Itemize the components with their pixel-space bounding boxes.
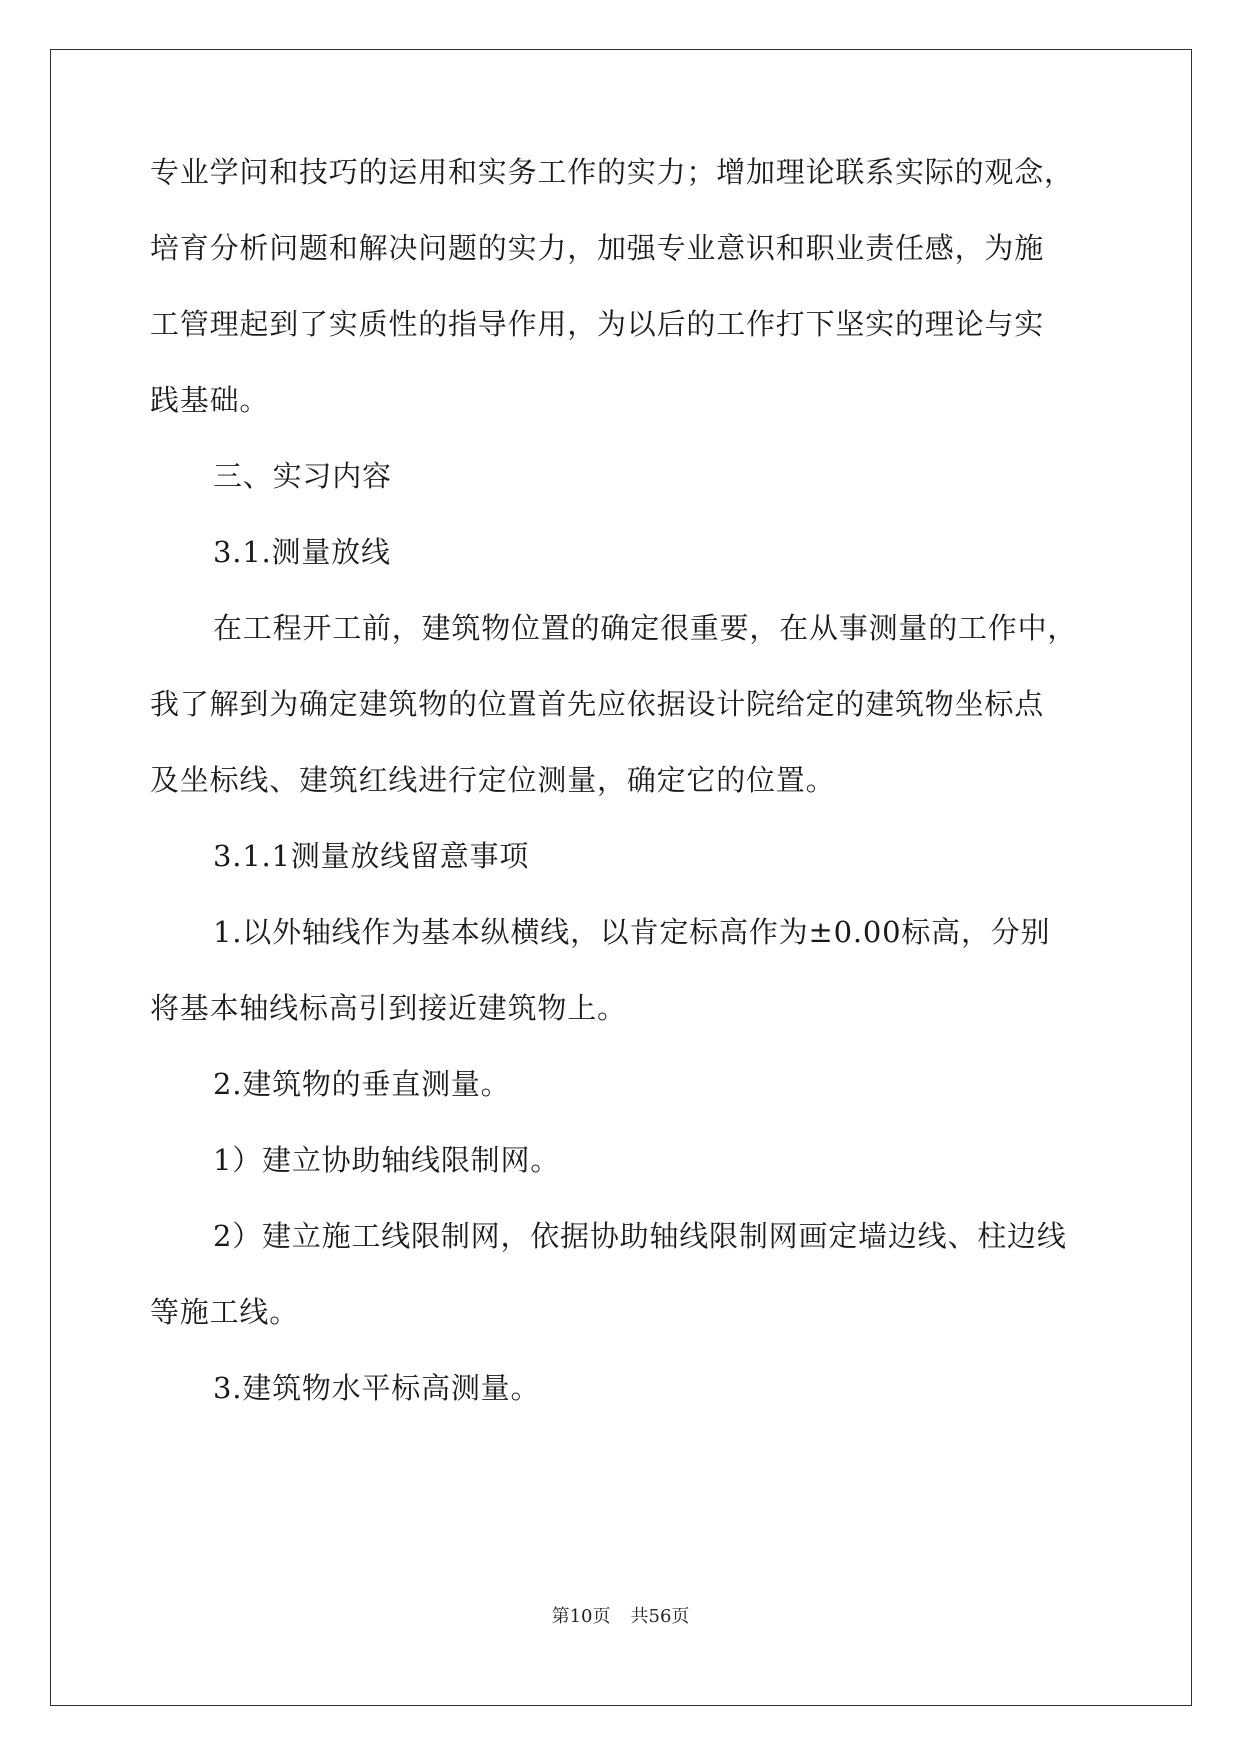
page-border	[50, 49, 1192, 1706]
page-total: 共56页	[630, 1606, 690, 1627]
paragraph-line: 等施工线。	[150, 1295, 300, 1329]
paragraph-line: 在工程开工前，建筑物位置的确定很重要，在从事测量的工作中，	[213, 611, 1078, 645]
subsection-heading: 3.1.测量放线	[213, 535, 391, 569]
section-heading: 三、实习内容	[213, 459, 392, 493]
page-footer	[0, 1602, 1241, 1628]
list-item: 2）建立施工线限制网，依据协助轴线限制网画定墙边线、柱边线	[213, 1219, 1067, 1253]
subsection-heading: 3.1.1测量放线留意事项	[213, 839, 530, 873]
paragraph-line: 专业学问和技巧的运用和实务工作的实力；增加理论联系实际的观念，	[150, 155, 1074, 189]
list-item: 3.建筑物水平标高测量。	[213, 1371, 541, 1405]
paragraph-line: 践基础。	[150, 383, 270, 417]
paragraph-line: 及坐标线、建筑红线进行定位测量，确定它的位置。	[150, 763, 836, 797]
list-item: 1）建立协助轴线限制网。	[213, 1143, 561, 1177]
list-item: 1.以外轴线作为基本纵横线，以肯定标高作为±0.00标高，分别	[213, 915, 1051, 949]
paragraph-line: 工管理起到了实质性的指导作用，为以后的工作打下坚实的理论与实	[150, 307, 1045, 341]
list-item: 2.建筑物的垂直测量。	[213, 1067, 511, 1101]
paragraph-line: 我了解到为确定建筑物的位置首先应依据设计院给定的建筑物坐标点	[150, 687, 1045, 721]
paragraph-line: 将基本轴线标高引到接近建筑物上。	[150, 991, 627, 1025]
page-number: 第10页	[551, 1606, 611, 1627]
paragraph-line: 培育分析问题和解决问题的实力，加强专业意识和职业责任感，为施	[150, 231, 1045, 265]
